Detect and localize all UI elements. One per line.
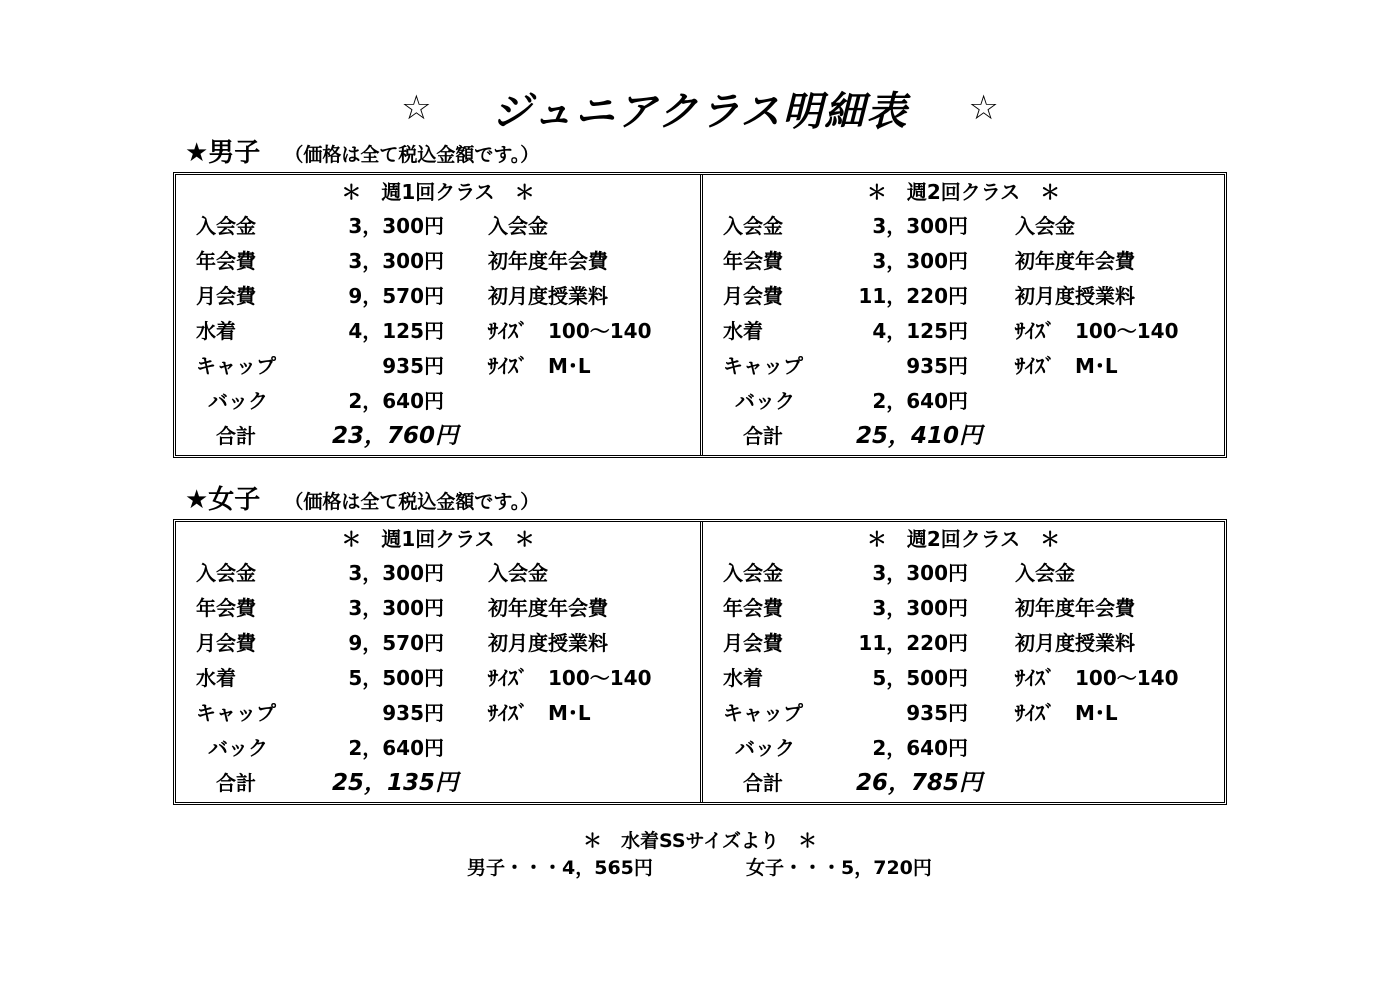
price-row-cap xyxy=(176,349,700,384)
item-price: 11，220円 xyxy=(858,631,968,655)
item-label: キャップ xyxy=(723,354,803,378)
item-label: 月会費 xyxy=(723,631,783,655)
footer-heading: ＊ 水着SSサイズより ＊ xyxy=(583,830,817,852)
item-price: 9，570円 xyxy=(348,284,444,308)
price-row-swimsuit xyxy=(176,661,700,696)
item-price: 5，500円 xyxy=(872,666,968,690)
total-label: 合計 xyxy=(743,771,783,795)
item-note: 入会金 xyxy=(488,214,548,238)
item-price: 3，300円 xyxy=(872,596,968,620)
item-label: キャップ xyxy=(196,354,276,378)
item-note: 初年度年会費 xyxy=(488,596,608,620)
item-note: ｻｲｽﾞ M･L xyxy=(488,354,591,378)
item-label: バック xyxy=(208,736,268,760)
price-row-annual-fee xyxy=(176,244,700,279)
price-row-total xyxy=(176,419,700,454)
panel-weekly-1 xyxy=(176,522,700,802)
item-note: 入会金 xyxy=(488,561,548,585)
price-row-annual-fee xyxy=(703,244,1224,279)
item-label: 水着 xyxy=(723,319,763,343)
item-price: 3，300円 xyxy=(872,214,968,238)
price-row-total xyxy=(176,766,700,801)
item-price: 9，570円 xyxy=(348,631,444,655)
item-price: 935円 xyxy=(906,354,968,378)
total-price: 25，135円 xyxy=(331,770,458,796)
item-note: ｻｲｽﾞ M･L xyxy=(1015,354,1118,378)
panel-title: ＊ 週1回クラス ＊ xyxy=(341,180,535,204)
item-note: ｻｲｽﾞ 100～140 xyxy=(1015,319,1179,343)
price-row-bag xyxy=(176,731,700,766)
item-price: 2，640円 xyxy=(348,736,444,760)
page-title-row xyxy=(0,80,1400,136)
price-row-entry-fee xyxy=(703,209,1224,244)
price-row-annual-fee xyxy=(176,591,700,626)
item-note: ｻｲｽﾞ 100～140 xyxy=(488,319,652,343)
item-price: 2，640円 xyxy=(872,736,968,760)
item-label: バック xyxy=(735,736,795,760)
footer-male-price: 男子・・・4，565円 xyxy=(467,857,653,879)
total-label: 合計 xyxy=(216,771,256,795)
item-label: 年会費 xyxy=(723,596,783,620)
item-price: 3，300円 xyxy=(348,214,444,238)
item-note: 初月度授業料 xyxy=(1015,284,1135,308)
section-label: ★男子 xyxy=(185,138,261,168)
price-row-bag xyxy=(703,384,1224,419)
item-label: 入会金 xyxy=(196,214,256,238)
total-price: 26，785円 xyxy=(855,770,982,796)
item-label: キャップ xyxy=(196,701,276,725)
item-note: 入会金 xyxy=(1015,561,1075,585)
item-label: 水着 xyxy=(723,666,763,690)
price-row-cap xyxy=(176,696,700,731)
price-table-female xyxy=(173,519,1227,805)
item-price: 935円 xyxy=(906,701,968,725)
price-row-total xyxy=(703,766,1224,801)
footer-female-price: 女子・・・5，720円 xyxy=(746,857,932,879)
panel-weekly-2 xyxy=(700,522,1224,802)
item-label: バック xyxy=(208,389,268,413)
panel-title: ＊ 週2回クラス ＊ xyxy=(866,180,1061,204)
item-price: 3，300円 xyxy=(872,249,968,273)
item-note: 初年度年会費 xyxy=(1015,596,1135,620)
price-row-swimsuit xyxy=(703,314,1224,349)
item-price: 3，300円 xyxy=(348,561,444,585)
item-label: 入会金 xyxy=(723,561,783,585)
item-price: 935円 xyxy=(382,701,444,725)
price-row-swimsuit xyxy=(703,661,1224,696)
item-price: 5，500円 xyxy=(348,666,444,690)
section-header-male xyxy=(185,137,539,169)
item-note: 初年度年会費 xyxy=(488,249,608,273)
item-price: 935円 xyxy=(382,354,444,378)
total-label: 合計 xyxy=(216,424,256,448)
item-price: 2，640円 xyxy=(348,389,444,413)
item-label: 水着 xyxy=(196,319,236,343)
price-row-monthly-fee xyxy=(176,626,700,661)
item-note: 入会金 xyxy=(1015,214,1075,238)
panel-title: ＊ 週1回クラス ＊ xyxy=(341,527,535,551)
tax-note: （価格は全て税込金額です。） xyxy=(284,491,540,513)
total-price: 25，410円 xyxy=(855,423,982,449)
price-row-cap xyxy=(703,349,1224,384)
section-header-female xyxy=(185,484,539,516)
item-label: キャップ xyxy=(723,701,803,725)
item-price: 11，220円 xyxy=(858,284,968,308)
star-right-icon: ☆ xyxy=(968,88,999,128)
price-row-entry-fee xyxy=(176,209,700,244)
item-price: 2，640円 xyxy=(872,389,968,413)
item-note: ｻｲｽﾞ 100～140 xyxy=(1015,666,1179,690)
item-price: 4，125円 xyxy=(348,319,444,343)
item-note: ｻｲｽﾞ M･L xyxy=(488,701,591,725)
item-label: 入会金 xyxy=(196,561,256,585)
price-row-entry-fee xyxy=(703,556,1224,591)
price-row-total xyxy=(703,419,1224,454)
section-label: ★女子 xyxy=(185,485,261,515)
item-label: 入会金 xyxy=(723,214,783,238)
total-price: 23，760円 xyxy=(331,423,458,449)
price-row-annual-fee xyxy=(703,591,1224,626)
item-label: 年会費 xyxy=(196,249,256,273)
item-label: 月会費 xyxy=(723,284,783,308)
item-label: 年会費 xyxy=(196,596,256,620)
price-row-cap xyxy=(703,696,1224,731)
tax-note: （価格は全て税込金額です。） xyxy=(284,144,540,166)
price-row-bag xyxy=(703,731,1224,766)
item-price: 4，125円 xyxy=(872,319,968,343)
item-note: ｻｲｽﾞ M･L xyxy=(1015,701,1118,725)
item-note: 初月度授業料 xyxy=(488,284,608,308)
item-note: 初月度授業料 xyxy=(1015,631,1135,655)
star-left-icon: ☆ xyxy=(401,88,432,128)
item-note: 初年度年会費 xyxy=(1015,249,1135,273)
item-note: 初月度授業料 xyxy=(488,631,608,655)
price-row-monthly-fee xyxy=(703,626,1224,661)
page-title: ジュニアクラス明細表 xyxy=(491,88,909,135)
total-label: 合計 xyxy=(743,424,783,448)
item-label: 月会費 xyxy=(196,631,256,655)
price-row-monthly-fee xyxy=(176,279,700,314)
price-row-entry-fee xyxy=(176,556,700,591)
item-label: 年会費 xyxy=(723,249,783,273)
item-label: バック xyxy=(735,389,795,413)
item-price: 3，300円 xyxy=(348,249,444,273)
item-price: 3，300円 xyxy=(348,596,444,620)
panel-weekly-1 xyxy=(176,175,700,455)
price-row-bag xyxy=(176,384,700,419)
price-table-male xyxy=(173,172,1227,458)
item-note: ｻｲｽﾞ 100～140 xyxy=(488,666,652,690)
price-row-monthly-fee xyxy=(703,279,1224,314)
item-label: 水着 xyxy=(196,666,236,690)
item-label: 月会費 xyxy=(196,284,256,308)
panel-weekly-2 xyxy=(700,175,1224,455)
panel-title: ＊ 週2回クラス ＊ xyxy=(866,527,1061,551)
item-price: 3，300円 xyxy=(872,561,968,585)
price-row-swimsuit xyxy=(176,314,700,349)
